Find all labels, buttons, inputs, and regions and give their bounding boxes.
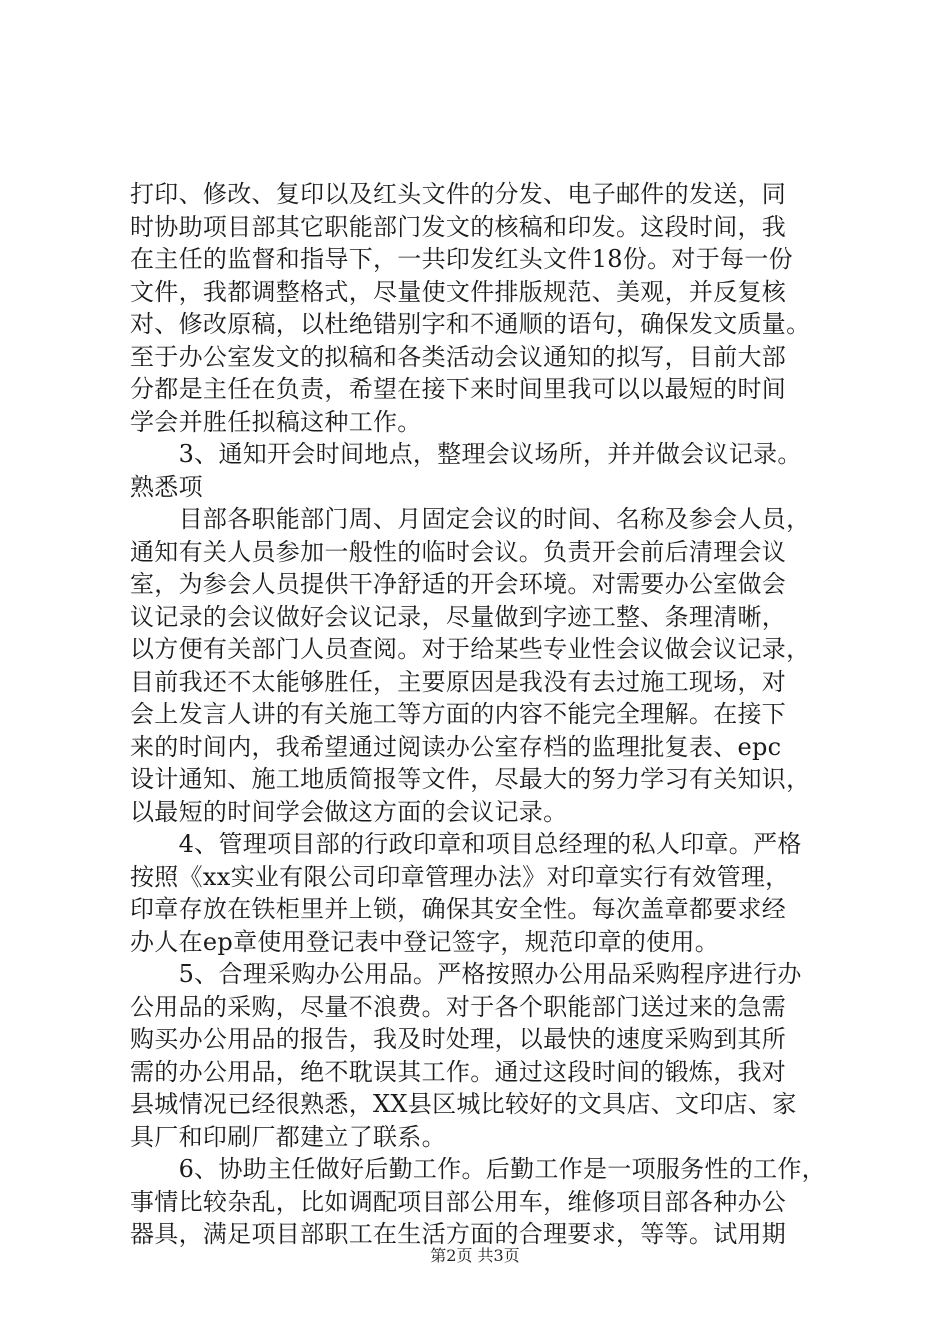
text-line: 目部各职能部门周、月固定会议的时间、名称及参会人员， xyxy=(130,505,811,533)
text-line: 器具，满足项目部职工在生活方面的合理要求，等等。试用期 xyxy=(130,1220,787,1248)
text-line: 具厂和印刷厂都建立了联系。 xyxy=(130,1122,446,1151)
text-line: 熟悉项 xyxy=(130,472,203,501)
text-line: 按照《xx实业有限公司印章管理办法》对印章实行有效管理， xyxy=(130,862,790,891)
text-line: 会上发言人讲的有关施工等方面的内容不能完全理解。在接下 xyxy=(130,700,787,728)
text-line: 设计通知、施工地质简报等文件，尽最大的努力学习有关知识， xyxy=(130,765,811,793)
text-line: 在主任的监督和指导下，一共印发红头文件18份。对于每一份 xyxy=(130,245,793,273)
text-line: 6、协助主任做好后勤工作。后勤工作是一项服务性的工作， xyxy=(130,1155,826,1183)
text-line: 学会并胜任拟稿这种工作。 xyxy=(130,407,422,436)
text-line: 县城情况已经很熟悉，XX县区城比较好的文具店、文印店、家 xyxy=(130,1090,797,1118)
text-line: 以最短的时间学会做这方面的会议记录。 xyxy=(130,797,568,826)
text-line: 时协助项目部其它职能部门发文的核稿和印发。这段时间，我 xyxy=(130,212,787,241)
text-line: 3、通知开会时间地点，整理会议场所，并并做会议记录。 xyxy=(130,440,802,468)
text-line: 4、管理项目部的行政印章和项目总经理的私人印章。严格 xyxy=(130,830,802,858)
text-line: 室，为参会人员提供干净舒适的开会环境。对需要办公室做会 xyxy=(130,570,787,598)
text-line: 通知有关人员参加一般性的临时会议。负责开会前后清理会议 xyxy=(130,537,787,566)
text-line: 目前我还不太能够胜任，主要原因是我没有去过施工现场，对 xyxy=(130,667,787,696)
text-line: 以方便有关部门人员查阅。对于给某些专业性会议做会议记录， xyxy=(130,635,811,663)
text-line: 至于办公室发文的拟稿和各类活动会议通知的拟写，目前大部 xyxy=(130,342,787,371)
text-line: 议记录的会议做好会议记录，尽量做到字迹工整、条理清晰， xyxy=(130,602,787,631)
text-line: 分都是主任在负责，希望在接下来时间里我可以以最短的时间 xyxy=(130,375,787,403)
document-body xyxy=(130,178,830,1251)
text-line: 5、合理采购办公用品。严格按照办公用品采购程序进行办 xyxy=(130,960,802,988)
text-line: 事情比较杂乱，比如调配项目部公用车，维修项目部各种办公 xyxy=(130,1187,787,1216)
text-line: 印章存放在铁柜里并上锁，确保其安全性。每次盖章都要求经 xyxy=(130,895,787,923)
text-line: 公用品的采购，尽量不浪费。对于各个职能部门送过来的急需 xyxy=(130,992,787,1021)
text-line: 对、修改原稿，以杜绝错别字和不通顺的语句，确保发文质量。 xyxy=(130,310,811,338)
text-line: 文件，我都调整格式，尽量使文件排版规范、美观，并反复核 xyxy=(130,277,787,306)
text-line: 打印、修改、复印以及红头文件的分发、电子邮件的发送，同 xyxy=(130,180,787,208)
text-line: 购买办公用品的报告，我及时处理，以最快的速度采购到其所 xyxy=(130,1025,787,1053)
text-line: 办人在ep章使用登记表中登记签字，规范印章的使用。 xyxy=(130,927,720,956)
page-number-footer: 第2页 共3页 xyxy=(430,1246,520,1265)
text-line: 来的时间内，我希望通过阅读办公室存档的监理批复表、epc xyxy=(130,732,782,761)
text-line: 需的办公用品，绝不耽误其工作。通过这段时间的锻炼，我对 xyxy=(130,1057,787,1086)
